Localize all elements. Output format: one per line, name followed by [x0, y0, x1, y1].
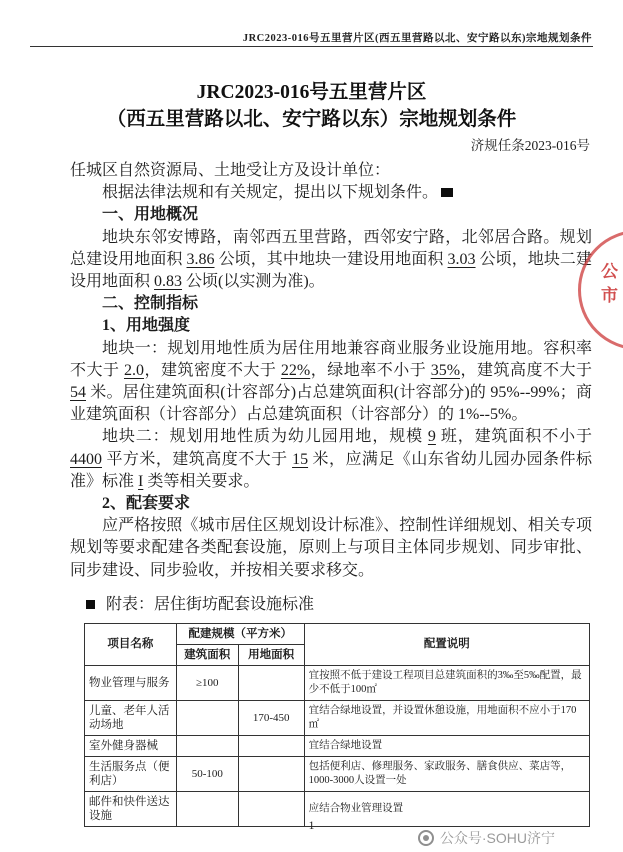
header-rule	[30, 46, 593, 47]
col-header-land-area: 用地面积	[238, 644, 304, 665]
cell-description: 包括便利店、修理服务、家政服务、膳食供应、菜店等，1000-3000人设置一处	[304, 756, 589, 791]
paragraph-intro	[70, 182, 592, 204]
annex-label-line	[86, 594, 592, 616]
heading-support: 2、配套要求	[102, 495, 191, 513]
col-header-floor-area: 建筑面积	[176, 644, 238, 665]
annex-table	[84, 623, 590, 827]
heading-intensity: 1、用地强度	[102, 317, 191, 335]
table-row	[85, 700, 590, 735]
running-header: JRC2023-016号五里营片区(西五里营路以北、安宁路以东)宗地规划条件	[242, 33, 592, 44]
cell-floor-area	[176, 700, 238, 735]
heading-control-index: 二、控制指标	[102, 295, 199, 313]
scan-mark-icon	[441, 188, 453, 197]
cell-item: 邮件和快件送达设施	[85, 791, 177, 826]
cell-description: 宜按照不低于建设工程项目总建筑面积的3‰至5‰配置，最少不低于100㎡	[304, 665, 589, 700]
page-title-line1: JRC2023-016号五里营片区	[196, 82, 427, 103]
cell-item: 儿童、老年人活动场地	[85, 700, 177, 735]
page-title-line2: （西五里营路以北、安宁路以东）宗地规划条件	[106, 109, 517, 130]
col-header-scale: 配建规模（平方米）	[176, 623, 304, 644]
official-seal-text: 公市	[598, 262, 617, 310]
cell-floor-area: 50-100	[176, 756, 238, 791]
public-account-icon-dot	[423, 835, 429, 841]
scan-mark-icon	[86, 600, 95, 609]
table-header-row	[85, 623, 590, 644]
annex-label: 附表：居住街坊配套设施标准	[106, 595, 315, 613]
paragraph-intro-text: 根据法律法规和有关规定，提出以下规划条件。	[102, 184, 439, 202]
cell-item: 生活服务点（便利店）	[85, 756, 177, 791]
cell-item: 室外健身器械	[85, 735, 177, 756]
cell-floor-area	[176, 735, 238, 756]
document-body	[70, 160, 592, 827]
sohu-watermark	[418, 828, 555, 848]
cell-description: 宜结合绿地设置	[304, 735, 589, 756]
table-row	[85, 756, 590, 791]
cell-item: 物业管理与服务	[85, 665, 177, 700]
table-row	[85, 735, 590, 756]
page-number: 1	[308, 818, 315, 832]
cell-description: 宜结合绿地设置，并设置休憩设施，用地面积不应小于170㎡	[304, 700, 589, 735]
doc-number: 济规任条2023-016号	[470, 138, 590, 153]
heading-land-overview: 一、用地概况	[102, 206, 199, 224]
paragraph-plot1: 地块一：规划用地性质为居住用地兼容商业服务业设施用地。容积率不大于 2.0，建筑密度不大于 22%，绿地率不小于 35%，建筑高度不大于 54 米。居住建筑面积(计容部分)占总建筑面积(计容部分)的 95%--99%；商业建筑面积（计容部分）占总建筑面积（计容部分）的 1%--5%。	[70, 339, 592, 424]
watermark-label: 公众号·SOHU济宁	[439, 830, 555, 846]
cell-description: 应结合物业管理设置	[304, 791, 589, 826]
paragraph-plot2: 地块二：规划用地性质为幼儿园用地，规模 9 班，建筑面积不小于 4400 平方米，建筑高度不大于 15 米，应满足《山东省幼儿园办园条件标准》标准 I 类等相关要求。	[70, 428, 592, 490]
paragraph-support: 应严格按照《城市居住区规划设计标准》、控制性详细规划、相关专项规划等要求配建各类配套设施，原则上与项目主体同步规划、同步审批、同步建设、同步验收，并按相关要求移交。	[70, 517, 592, 579]
cell-land-area: 170-450	[238, 700, 304, 735]
cell-floor-area: ≥100	[176, 665, 238, 700]
paragraph-recipients: 任城区自然资源局、土地受让方及设计单位：	[70, 162, 391, 179]
col-header-item: 项目名称	[85, 623, 177, 665]
cell-land-area	[238, 665, 304, 700]
paragraph-land-overview: 地块东邻安博路，南邻西五里营路，西邻安宁路，北邻居合路。规划总建设用地面积 3.86 公顷，其中地块一建设用地面积 3.03 公顷，地块二建设用地面积 0.83 公顷(以实测为准)。	[70, 228, 592, 291]
public-account-icon	[418, 830, 434, 846]
cell-land-area	[238, 756, 304, 791]
table-row	[85, 665, 590, 700]
col-header-description: 配置说明	[304, 623, 589, 665]
cell-land-area	[238, 735, 304, 756]
